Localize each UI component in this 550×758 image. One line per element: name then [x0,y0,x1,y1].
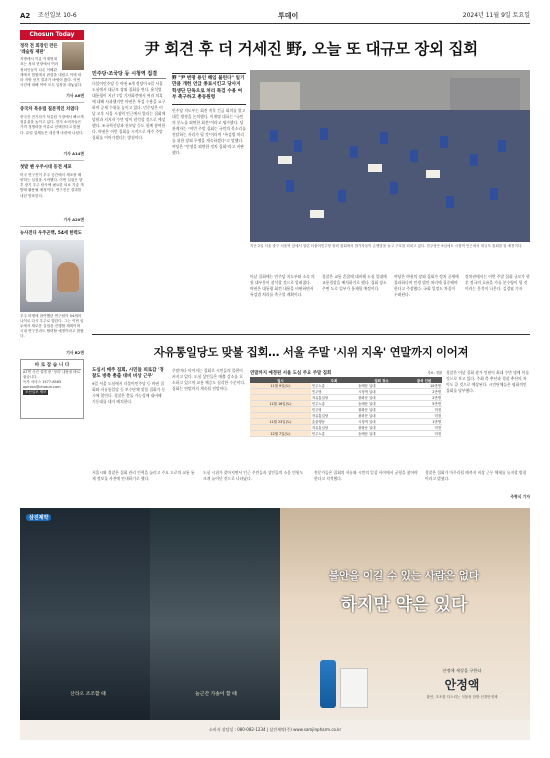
today-item-title[interactable]: 첫발 뗀 우주시대 동전 세포 [20,165,72,171]
org-cell: 자유통일당 [311,395,357,401]
table-header: 일시 [250,377,311,383]
place-cell: 광화문 일대 [357,413,406,419]
corrections-title: 바 로 잡 습 니 다 [23,362,81,370]
bottom-col: 서울시와 경찰은 집회 관리 인력을 늘리고 주요 도로의 교통 통제 정보를 사전에 안내하기로 했다. [92,470,195,481]
place-cell: 숭례문 일대 [357,401,406,407]
medicine-bottle [320,660,336,708]
product-note: 안정에 세상을 구한다 [442,668,482,673]
lead-body-col2: 민주당 지도부는 회견 직후 긴급 회의를 열고 대응 방향을 논의했다. 이재명 대표는 "국민의 분노를 외면한 회견"이라고 평가했다. 당 관계자는 "이번 주말 집회는 국민의 목소리를 전달하는 자리가 될 것"이라며 "특검법 처리를 위한 장외 투쟁을 계속하겠다"고 말했다. 여당은 "민생을 외면한 정치 집회"라고 비판했다. [172,107,246,155]
second-body-col2: 주말마다 이어지는 집회로 시민들의 불편이 커지고 있다. 도심 상인들은 매출 감소를 호소하고 있으며 교통 체증도 심각한 수준이다. 집회는 연말까지 계속될 전망이다. [172,368,246,391]
lead-article [92,70,246,270]
count-cell: 미정 [406,425,442,431]
portrait-photo [62,42,84,70]
count-cell: 미정 [406,407,442,413]
continued-col: 여당은 야권의 장외 집회가 정치 공세에 불과하다며 민생 법안 처리에 집중해야 한다고 주장했다. 국회 일정도 차질이 우려된다. [394,274,459,297]
today-item-title[interactable]: 중국차 북유럽 질본적인 치엽다 [20,107,79,113]
divider [20,102,84,103]
place-cell: 숭례문 일대 [357,431,406,437]
org-cell: 자유통일당 [311,425,357,431]
today-item-text: 미국 연구진이 우주 공간에서 세포를 배양하는 실험을 시작했다. 이번 실험은 향후 장기 우주 탐사에 필요한 의료 기술 개발에 활용될 예정이다. 연구진은 결과를 내년 발표한다. [20,172,84,198]
paper-name: 조선일보 10-6 [38,12,77,19]
byline: 주형식 기자 [510,494,530,499]
count-cell: 1만명 [406,419,442,425]
chosun-today-label: Chosun Today [20,30,84,40]
ad-brand [26,514,51,521]
org-cell: 민주당 [311,389,357,395]
today-item-text: 중국산 전기차가 북유럽 시장에서 빠르게 점유율을 높이고 있다. 현지 소비자들은 가격 경쟁력을 이유로 선택한다고 밝혔다. 유럽 업체들은 대응책 마련에 나섰다. [20,114,84,135]
rally-photo [250,70,530,242]
lead-subhead: 민주당·조국당 등 시청역 집결 [92,70,166,79]
phone-label: 독자 서비스 [23,379,42,384]
count-cell: 5만명 [406,401,442,407]
ad-footer[interactable]: 소비자 상담실 : 080-082-1234 | 삼진제약(주) www.samjinpharm.co.kr [20,720,530,740]
count-cell: 미정 [406,413,442,419]
place-cell: 시청역 일대 [357,419,406,425]
lead-body-col1: 더불어민주당 등 야권 6개 정당이 9일 서울 도심에서 대규모 장외 집회를 연다. 윤석열 대통령이 지난 7일 기자회견에서 여러 의혹에 대해 사과했지만 야권은 특검 수용을 요구하며 공세 수위를 높이고 있다. 민주당은 이날 오후 서울 시청역 인근에서 열리는 집회에 당원과 지지자 수만 명이 참석할 것으로 예상했다. 조국혁신당과 진보당 등도 함께 참여한다. 야권은 이번 집회를 시작으로 매주 주말 집회를 이어가겠다는 방침이다. [92,81,166,140]
medicine-box [340,668,368,708]
ad-subtitle: 산라오 조조할 때 [70,692,106,697]
table-title: 연말까지 예정된 서울 도심 주요 주말 집회 [250,371,332,376]
table-source: 자료: 경찰 [427,371,442,375]
lead-pull-quote: 野 "尹 변명 용인 해임 불린다" 일기만큼 개헌 언급 종료시킨고 당사지 학생단 단독으로 처리 특검 수용 여부 촉구하고 총동원령 [172,73,246,105]
spacesuit-shape [26,250,52,302]
ad-copy: 불안을 이길 수 있는 사람은 없다 [328,570,480,582]
divider [20,160,84,161]
astronaut-photo [20,240,84,312]
count-cell: 10만명 [406,383,442,389]
bottom-col: 도심 시위가 잦아지면서 인근 주민들과 상인들의 소음 민원도 크게 늘어난 것으로 나타났다. [203,470,304,481]
date-cell: 12월 7일(토) [250,431,311,437]
section-rule [92,334,530,335]
section-name: 투데이 [278,12,299,20]
date-cell: 11월 16일(토) [250,401,311,407]
place-cell: 광화문 일대 [357,395,406,401]
table-header: 집회 장소 [357,377,406,383]
date-cell: 11월 9일(토) [250,383,311,389]
corrections-box [20,359,84,419]
second-article [92,368,246,468]
table-header: 참석 인원 [406,377,442,383]
continued-col: 정치권에서는 이번 주말 집회 규모가 향후 정국의 흐름을 가를 분수령이 될 것이라는 분석이 나온다. 김경필 기자 [465,274,530,291]
org-cell: 민주노총 [311,401,357,407]
divider [20,226,84,227]
product-name: 안정액 [444,678,480,692]
main-headline[interactable]: 尹 회견 후 더 거세진 野, 오늘 또 대규모 장외 집회 [144,40,478,58]
org-cell: 민주노총 [311,383,357,389]
ad-copy-main: 하지만 약은 있다 [340,595,468,615]
phone-number[interactable]: 1577-8585 [42,379,62,384]
today-item-ref: 기사 A14면 [63,150,84,156]
org-cell: 민주당 [311,407,357,413]
ad-subtitle: 늘근간 가솔이 할 때 [195,692,237,697]
org-cell: 촛불행동 [311,419,357,425]
ad-scene-driver [20,508,150,740]
product-desc: 불안, 초조를 다스리는 식물성 한방 신경안정제 [426,695,498,699]
tip-tag[interactable]: 조선일보 제보 [25,389,47,394]
issue-date: 2024년 11월 9일 토요일 [462,12,530,19]
person-shape [57,262,79,292]
second-subhead: 도심서 매주 집회, 시민들 피로감 '경찰도 방축 총출 대비 비상 근무' [92,368,164,380]
brand-logo: 삼진제약 [26,514,51,521]
today-item-ref: 기사 A20면 [63,216,84,222]
bottom-col: 전문가들은 집회의 자유와 시민의 일상 사이에서 균형을 찾아야 한다고 지적했다. [314,470,418,481]
date-cell: 11월 23일(토) [250,419,311,425]
table-row [250,431,442,437]
bottom-col: 경찰은 집회가 마무리될 때까지 비상 근무 체제를 유지할 방침이라고 밝혔다. [425,470,527,481]
today-item-ref: 기사 A6면 [66,93,84,99]
advertisement[interactable] [20,508,530,740]
page-header [20,10,530,24]
today-item-title[interactable]: 뉴사전다 우주곤핵, 54세 한력도 [20,230,82,236]
continued-col: 경찰은 교통 혼잡에 대비해 도심 일대에 교통경찰을 배치하기로 했다. 집회 장소 주변 도로 일부가 통제될 예정이다. [322,274,387,291]
ad-scene-man [150,508,280,740]
count-cell: 2만명 [406,395,442,401]
page-number: A2 [20,12,31,20]
continued-col: 이날 집회에는 민주당 지도부와 소속 의원 대부분이 참석할 것으로 알려졌다. 야권은 대통령 회견 내용을 비판하면서 특검법 처리를 촉구할 계획이다. [250,274,315,297]
product-box [398,668,526,708]
lead-article-continued [250,274,530,330]
second-article-bottom [92,470,530,500]
org-cell: 자유통일당 [311,413,357,419]
place-cell: 광화문 일대 [357,425,406,431]
table-header: 주최 [311,377,357,383]
today-item-ref: 기사 B2면 [66,349,84,355]
second-body-col1: 9일 서울 도심에서 더불어민주당 등 야권 집회와 자유통일당 등 보수단체 맞불 집회가 동시에 열린다. 경찰은 충돌 가능성에 대비해 기동대를 대거 배치한다. [92,380,166,404]
corrections-text: A7면 사진 설명 중 '정리' 내용을 바로잡습니다. [23,369,81,379]
place-cell: 광화문 일대 [357,407,406,413]
email-link[interactable]: opinion@chosun.com [23,384,61,389]
second-headline[interactable]: 자유통일당도 맞불 집회… 서울 주말 '시위 지옥' 연말까지 이어져 [153,345,469,359]
second-article-right: 경찰은 이날 집회 참가 인원이 최대 수만 명에 이를 것으로 보고 있다. 주최 측 추산과 경찰 추산의 차이도 클 것으로 예상된다. 시민단체들은 평화적인 집회를 당부했다. [446,370,530,393]
count-cell: 2만명 [406,389,442,395]
photo-caption: 지난 2일 서울 중구 서울역 앞에서 열린 더불어민주당 장외 집회에서 참가자들이 손팻말을 들고 구호를 외치고 있다. 민주당은 9일에도 시청역 인근에서 대규모 집회를 열 예정이다. [250,244,523,248]
org-cell: 민주노총 [311,431,357,437]
rally-schedule-table [250,370,442,466]
today-item-title[interactable]: 정작 전 회장인 만든 '레슬링 재판' [20,44,58,55]
place-cell: 시청역 일대 [357,389,406,395]
today-item-text: 우주 비행에 참여했던 연구원이 54세의 나이로 다시 우주로 향한다. 그는 이번 임무에서 새로운 실험을 진행할 계획이며 국내 연구진과도 협력할 예정이라고 밝혔다. [20,313,84,339]
today-item-text: 지방에서 이유 이재명대표는 정치 현장에서 여러 정치인들이 나온 이해관계에서 법원에서 판결을 내렸고 이에 따라 지방 선거 결과가 바뀌어 왔다. 이번 사건에 대해 여야 모두 입장을 내놓았다. [20,57,83,88]
count-cell: 미정 [406,431,442,437]
rally-scene [250,70,530,242]
place-cell: 숭례문 일대 [357,383,406,389]
